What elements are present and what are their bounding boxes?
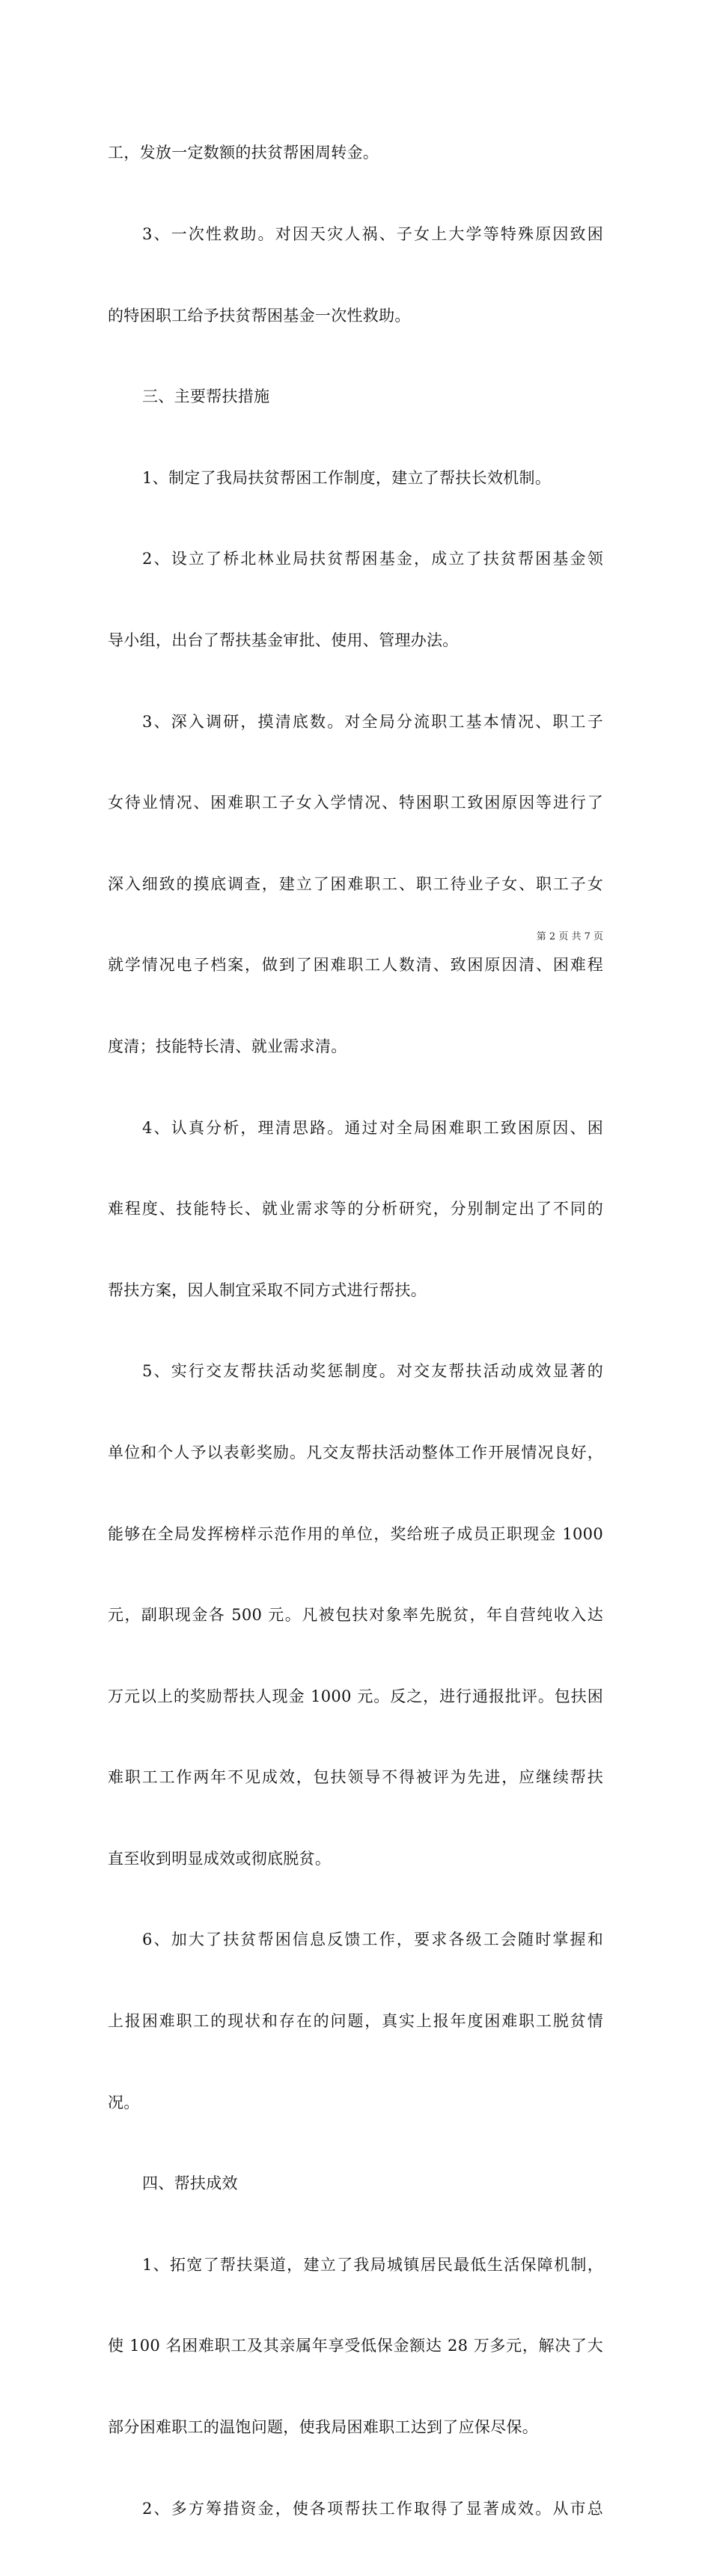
section-heading: 四、帮扶成效 xyxy=(142,2174,238,2193)
text-line: 难职工工作两年不见成效，包扶领导不得被评为先进，应继续帮扶 xyxy=(108,1768,603,1787)
text-line: 部分困难职工的温饱问题，使我局困难职工达到了应保尽保。 xyxy=(108,2418,539,2437)
text-line: 上报困难职工的现状和存在的问题，真实上报年度困难职工脱贫情 xyxy=(108,2012,603,2031)
text-line: 直至收到明显成效或彻底脱贫。 xyxy=(108,1849,332,1868)
text-line: 的特困职工给予扶贫帮困基金一次性救助。 xyxy=(108,306,411,325)
text-line: 使 100 名困难职工及其亲属年享受低保金额达 28 万多元，解决了大 xyxy=(108,2337,603,2355)
text-line: 导小组，出台了帮扶基金审批、使用、管理办法。 xyxy=(108,631,459,649)
text-line: 况。 xyxy=(108,2093,140,2112)
text-line: 3、一次性救助。对因天灾人祸、子女上大学等特殊原因致困 xyxy=(142,225,603,243)
text-line: 女待业情况、困难职工子女入学情况、特困职工致困原因等进行了 xyxy=(108,794,603,812)
text-line: 能够在全局发挥榜样示范作用的单位，奖给班子成员正职现金 1000 xyxy=(108,1524,603,1543)
text-line: 4、认真分析，理清思路。通过对全局困难职工致困原因、困 xyxy=(142,1118,603,1137)
text-line: 工，发放一定数额的扶贫帮困周转金。 xyxy=(108,144,379,162)
section-heading: 三、主要帮扶措施 xyxy=(142,387,270,406)
text-line: 度清；技能特长清、就业需求清。 xyxy=(108,1037,347,1055)
text-line: 就学情况电子档案，做到了困难职工人数清、致困原因清、困难程 xyxy=(108,956,603,975)
text-line: 2、设立了桥北林业局扶贫帮困基金，成立了扶贫帮困基金领 xyxy=(142,550,603,568)
text-line: 单位和个人予以表彰奖励。凡交友帮扶活动整体工作开展情况良好， xyxy=(108,1443,603,1462)
text-line: 难程度、技能特长、就业需求等的分析研究，分别制定出了不同的 xyxy=(108,1200,603,1218)
text-line: 5、实行交友帮扶活动奖惩制度。对交友帮扶活动成效显著的 xyxy=(142,1362,603,1381)
text-line: 2、多方筹措资金，使各项帮扶工作取得了显著成效。从市总 xyxy=(142,2499,603,2518)
text-line: 1、拓宽了帮扶渠道，建立了我局城镇居民最低生活保障机制， xyxy=(142,2255,603,2274)
page-number: 第 2 页 共 7 页 xyxy=(536,931,603,942)
text-line: 元，副职现金各 500 元。凡被包扶对象率先脱贫，年自营纯收入达 xyxy=(108,1606,603,1625)
text-line: 万元以上的奖励帮扶人现金 1000 元。反之，进行通报批评。包扶困 xyxy=(108,1687,603,1705)
document-body xyxy=(108,85,603,2576)
text-line: 1、制定了我局扶贫帮困工作制度，建立了帮扶长效机制。 xyxy=(142,468,552,487)
text-line: 3、深入调研，摸清底数。对全局分流职工基本情况、职工子 xyxy=(142,712,603,731)
body-text xyxy=(108,85,603,2576)
text-line: 帮扶方案，因人制宜采取不同方式进行帮扶。 xyxy=(108,1281,427,1299)
text-line: 深入细致的摸底调查，建立了困难职工、职工待业子女、职工子女 xyxy=(108,874,603,893)
text-line: 6、加大了扶贫帮困信息反馈工作，要求各级工会随时掌握和 xyxy=(142,1931,603,1949)
